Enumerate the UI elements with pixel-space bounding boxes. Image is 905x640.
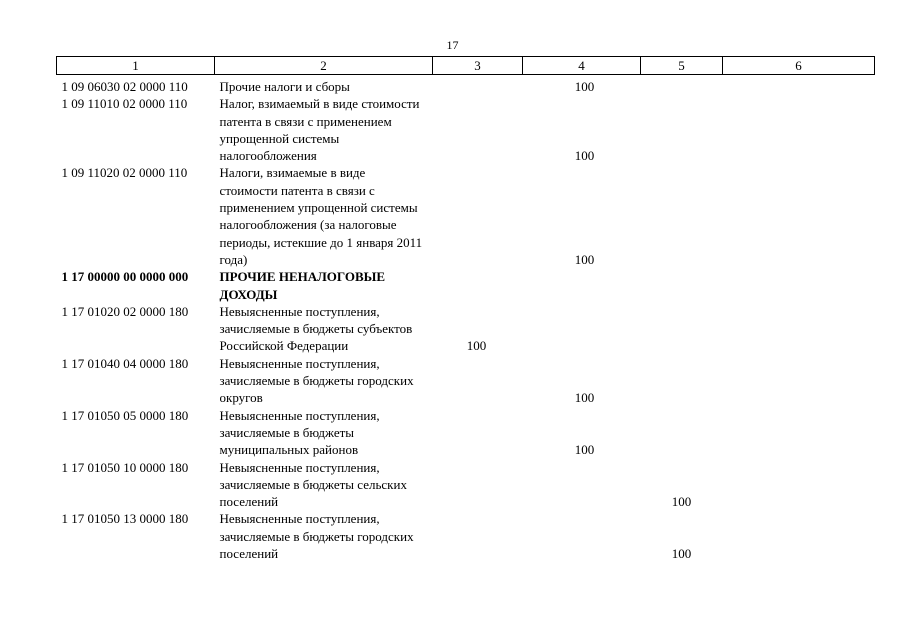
table-row — [57, 407, 875, 459]
header-col-2: 2 — [215, 57, 433, 75]
code-cell: 1 17 00000 00 0000 000 — [61, 269, 189, 285]
value-col-3 — [433, 75, 523, 96]
value-col-5 — [641, 75, 723, 96]
value-col-3 — [433, 164, 523, 268]
table-row — [57, 459, 875, 511]
name-cell: Налог, взимаемый в виде стоимости патента в связи с применением упрощенной системы налогообложения — [219, 96, 420, 164]
value-col-3: 100 — [466, 338, 487, 354]
value-col-3 — [433, 459, 523, 511]
value-col-6 — [723, 355, 875, 407]
value-col-5 — [641, 164, 723, 268]
table-row — [57, 268, 875, 303]
header-col-5: 5 — [641, 57, 723, 75]
header-col-3: 3 — [433, 57, 523, 75]
value-col-5: 100 — [671, 494, 692, 510]
name-cell: ПРОЧИЕ НЕНАЛОГОВЫЕ ДОХОДЫ — [219, 269, 386, 302]
value-col-4 — [523, 268, 641, 303]
value-col-6 — [723, 510, 875, 562]
value-col-5 — [641, 407, 723, 459]
value-col-6 — [723, 407, 875, 459]
table-row — [57, 75, 875, 96]
value-col-4 — [523, 510, 641, 562]
name-cell: Невыясненные поступления, зачисляемые в бюджеты муниципальных районов — [219, 407, 380, 458]
value-col-5 — [641, 355, 723, 407]
header-col-4: 4 — [523, 57, 641, 75]
table-row — [57, 510, 875, 562]
code-cell: 1 09 06030 02 0000 110 — [61, 79, 188, 94]
code-cell: 1 17 01020 02 0000 180 — [61, 303, 189, 319]
name-cell: Невыясненные поступления, зачисляемые в бюджеты городских округов — [219, 355, 414, 406]
code-cell: 1 17 01050 05 0000 180 — [61, 407, 189, 423]
value-col-6 — [723, 95, 875, 164]
header-col-6: 6 — [723, 57, 875, 75]
table-row — [57, 355, 875, 407]
value-col-6 — [723, 164, 875, 268]
value-col-4: 100 — [574, 251, 595, 267]
value-col-6 — [723, 75, 875, 96]
value-col-6 — [723, 459, 875, 511]
header-row — [57, 57, 875, 75]
name-cell: Невыясненные поступления, зачисляемые в бюджеты субъектов Российской Федерации — [219, 303, 413, 354]
revenue-table — [56, 56, 875, 562]
value-col-5: 100 — [671, 546, 692, 562]
code-cell: 1 09 11020 02 0000 110 — [61, 165, 188, 181]
value-col-4: 100 — [574, 390, 595, 406]
value-col-5 — [641, 95, 723, 164]
value-col-3 — [433, 95, 523, 164]
value-col-3 — [433, 268, 523, 303]
value-col-3 — [433, 407, 523, 459]
value-col-3 — [433, 355, 523, 407]
name-cell: Налоги, взимаемые в виде стоимости патента в связи с применением упрощенной системы налогообложения (за налоговые периоды, истекшие до 1 января 2011 года) — [219, 165, 423, 267]
name-cell: Невыясненные поступления, зачисляемые в бюджеты городских поселений — [219, 511, 414, 562]
code-cell: 1 17 01040 04 0000 180 — [61, 355, 189, 371]
value-col-4: 100 — [574, 148, 595, 164]
code-cell: 1 17 01050 10 0000 180 — [61, 459, 189, 475]
value-col-5 — [641, 303, 723, 355]
value-col-4 — [523, 459, 641, 511]
header-col-1: 1 — [57, 57, 215, 75]
code-cell: 1 09 11010 02 0000 110 — [61, 96, 188, 112]
table-row — [57, 164, 875, 268]
table-body — [57, 75, 875, 563]
value-col-3 — [433, 510, 523, 562]
name-cell: Прочие налоги и сборы — [219, 79, 350, 94]
value-col-6 — [723, 268, 875, 303]
code-cell: 1 17 01050 13 0000 180 — [61, 511, 189, 527]
table-row — [57, 95, 875, 164]
table-row — [57, 303, 875, 355]
value-col-4 — [523, 303, 641, 355]
value-col-4: 100 — [574, 442, 595, 458]
value-col-6 — [723, 303, 875, 355]
value-col-4: 100 — [574, 79, 595, 94]
value-col-5 — [641, 268, 723, 303]
page-number: 17 — [446, 38, 459, 52]
name-cell: Невыясненные поступления, зачисляемые в бюджеты сельских поселений — [219, 459, 407, 510]
